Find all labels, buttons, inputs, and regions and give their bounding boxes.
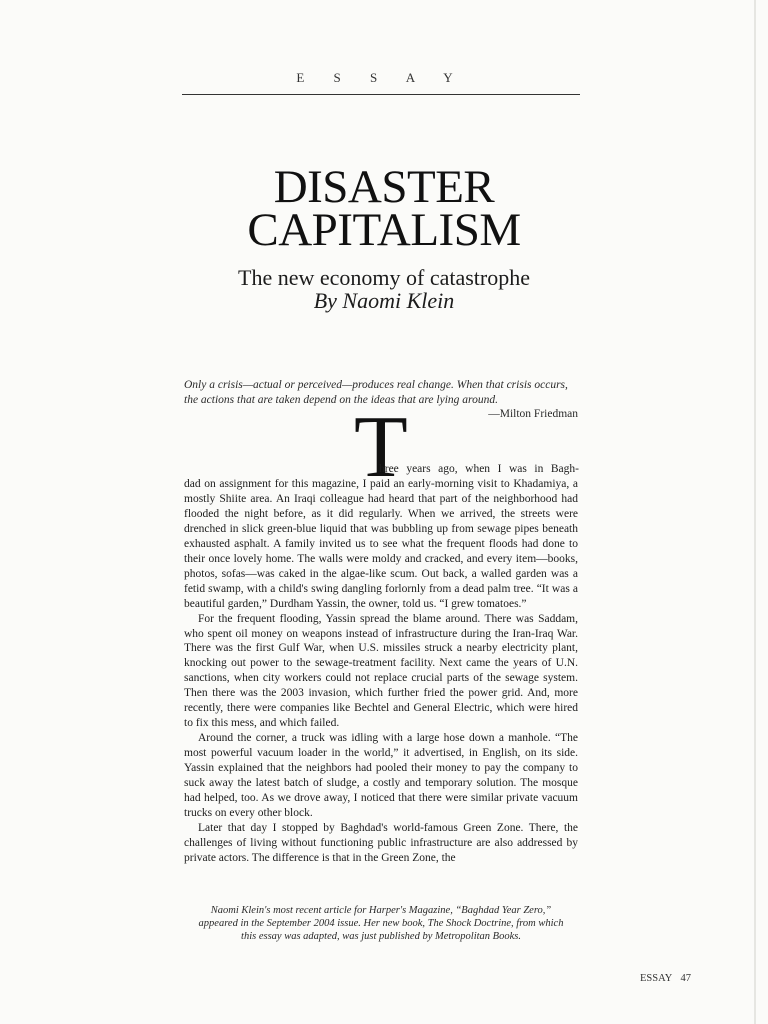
paragraph-4: Later that day I stopped by Baghdad's world-famous Green Zone. There, the challenges of living without functioning public infrastructure are also addressed by private actors. The difference is that in the Green Zone, the bbox=[184, 821, 578, 864]
page-edge bbox=[754, 0, 756, 1024]
title-line-2: CAPITALISM bbox=[247, 204, 521, 256]
title-line-1: DISASTER bbox=[273, 161, 495, 213]
paragraph-1: dad on assignment for this magazine, I paid an early-morning visit to Khadamiya, a mostly Shiite area. An Iraqi colleague had heard that part of the neighborhood had flooded the night before, as it did regularly. When we arrived, the streets were drenched in slick green-blue liquid that was bubbling up from sewage pipes beneath exhausted asphalt. A family invited us to see what the frequent floods had done to their once lovely home. The walls were moldy and cracked, and every item—books, photos, sofas—was caked in the algae-like scum. Out back, a walled garden was a fetid swamp, with a child's swing dangling forlornly from a dead palm tree. “It was a beautiful garden,” Durdham Yassin, the owner, told us. “I grew tomatoes.” bbox=[184, 478, 578, 610]
folio-label: ESSAY bbox=[640, 973, 672, 984]
drop-cap: T bbox=[354, 399, 408, 496]
first-line: hree years ago, when I was in Bagh- bbox=[379, 463, 579, 475]
section-label: E S S A Y bbox=[296, 70, 466, 85]
header-rule bbox=[182, 94, 580, 95]
article-byline: By Naomi Klein bbox=[313, 288, 455, 313]
author-footnote: Naomi Klein's most recent article for Harper's Magazine, “Baghdad Year Zero,” appeared in the September 2004 issue. Her new book, The Shock Doctrine, from which this essay was adapted, was just published by Metropolitan Books. bbox=[198, 905, 564, 942]
article-subtitle: The new economy of catastrophe bbox=[238, 265, 530, 290]
paragraph-2: For the frequent flooding, Yassin spread the blame around. There was Saddam, who spent oil money on weapons instead of infrastructure during the Iran-Iraq War. There was the first Gulf War, when U.S. missiles struck a nearby electricity plant, knocking out power to the sewage-treatment facility. Next came the years of U.N. sanctions, when city workers could not replace crucial parts of the sewage system. Then there was the 2003 invasion, which further fried the power grid. And, more recently, there were companies like Bechtel and General Electric, which were hired to fix this mess, and which failed. bbox=[184, 612, 578, 730]
page-folio bbox=[640, 973, 740, 984]
paragraph-3: Around the corner, a truck was idling with a large hose down a manhole. “The most powerful vacuum loader in the world,” it advertised, in English, on its side. Yassin explained that the neighbors had pooled their money to pay the company to suck away the latest batch of sludge, a costly and temporary solution. The mosque had helped, too. As we drove away, I noticed that there were similar private vacuum trucks on every other block. bbox=[184, 732, 578, 819]
page-number: 47 bbox=[680, 973, 692, 984]
epigraph-quote: Only a crisis—actual or perceived—produces real change. When that crisis occurs, the actions that are taken depend on the ideas that are lying around. bbox=[184, 379, 568, 406]
article-title bbox=[0, 161, 768, 256]
article-body bbox=[184, 477, 578, 866]
epigraph-attribution: —Milton Friedman bbox=[488, 408, 578, 420]
